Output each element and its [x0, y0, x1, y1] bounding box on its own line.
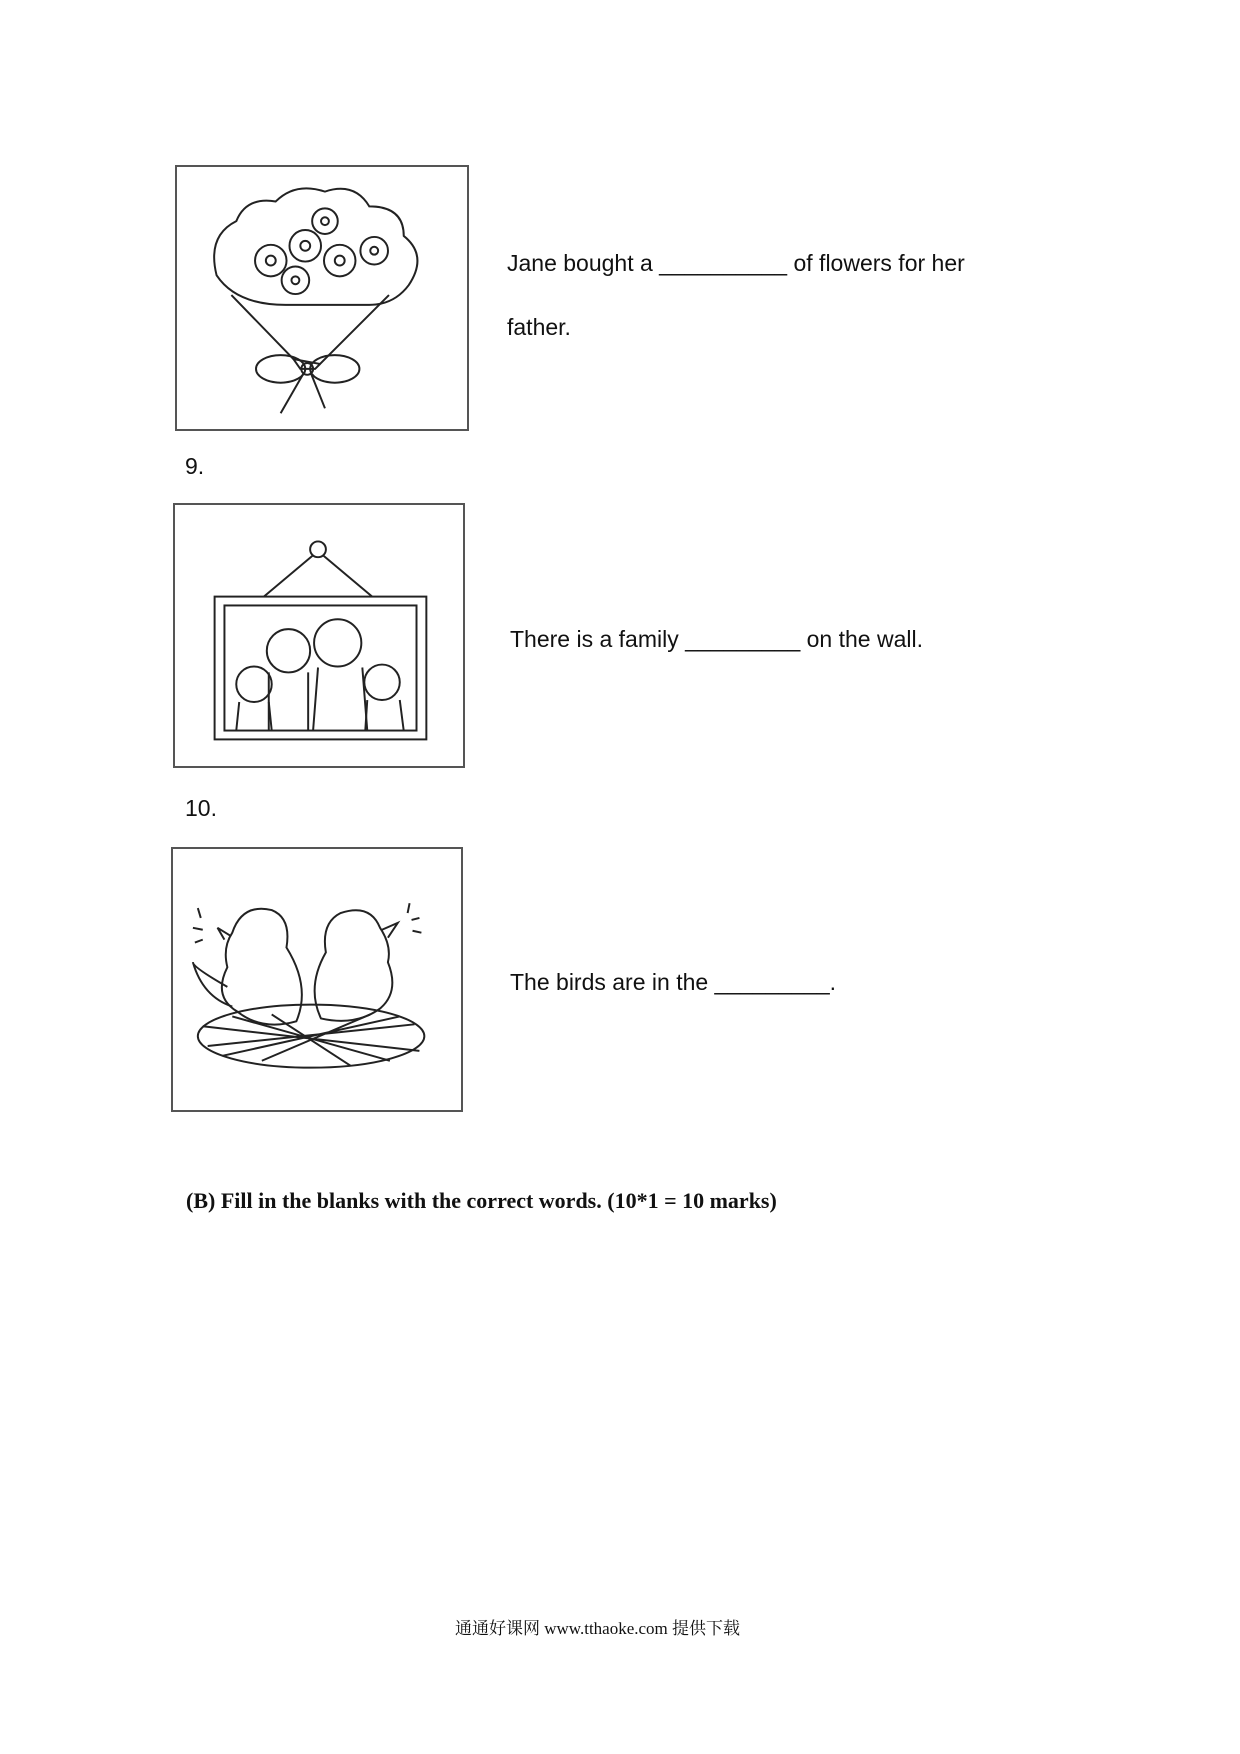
bouquet-picture: [175, 165, 469, 431]
bouquet-icon: [177, 167, 467, 429]
family-photo-icon: [175, 505, 463, 766]
question-9-text: There is a family _________ on the wall.: [510, 626, 923, 652]
birds-nest-picture: [171, 847, 463, 1112]
section-b-heading: (B) Fill in the blanks with the correct words. (10*1 = 10 marks): [186, 1188, 777, 1213]
family-photo-picture: [173, 503, 465, 768]
question-8-line-1: Jane bought a __________ of flowers for her: [507, 250, 965, 276]
question-8-line-2: father.: [507, 314, 571, 340]
footer-text: 通通好课网 www.tthaoke.com 提供下载: [455, 1619, 741, 1638]
question-10-text: The birds are in the _________.: [510, 969, 837, 995]
question-10-number: 10.: [185, 795, 217, 821]
question-9-number: 9.: [185, 453, 205, 479]
birds-nest-icon: [173, 849, 461, 1110]
